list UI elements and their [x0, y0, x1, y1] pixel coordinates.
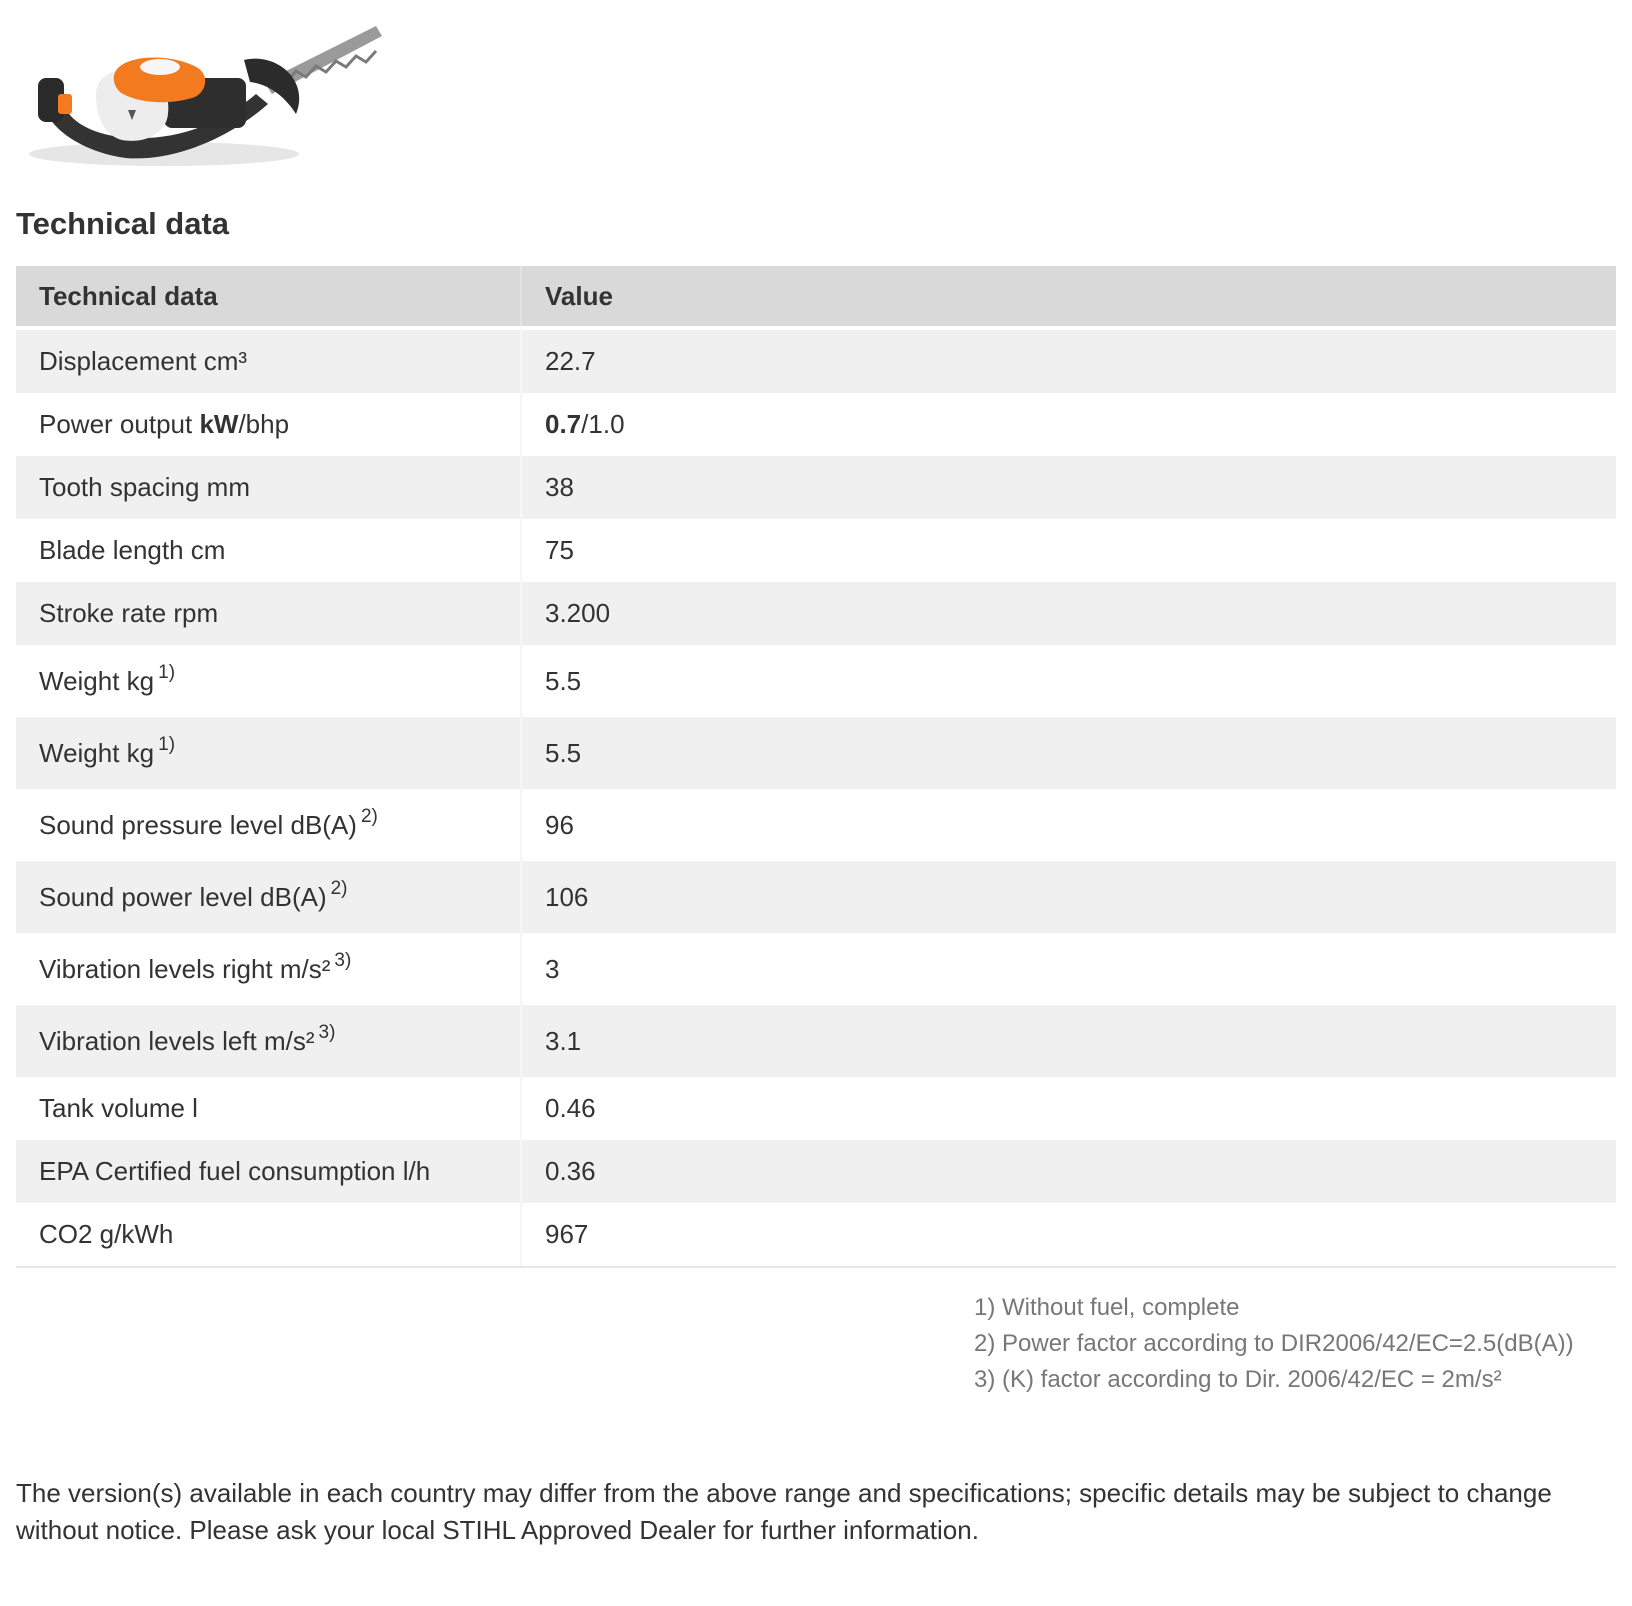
hedge-trimmer-product-image	[14, 12, 384, 172]
page-title: Technical data	[16, 206, 230, 241]
footnote-marker: 2)	[360, 805, 378, 827]
spec-label	[16, 1140, 521, 1203]
spec-value-text: 96	[545, 809, 574, 840]
table-row	[16, 861, 1616, 933]
table-row	[16, 328, 1616, 393]
table-header-row	[16, 266, 1616, 328]
spec-value-text: 22.7	[545, 346, 596, 376]
spec-value	[521, 393, 1616, 456]
spec-value-text: 0.46	[545, 1093, 596, 1123]
spec-label-text: Vibration levels left m/s²	[39, 1025, 315, 1056]
spec-label	[16, 717, 521, 789]
disclaimer-text: The version(s) available in each country may differ from the above range and specifications; specific details may be subject to change without notice. Please ask your local STIHL Approved Dealer for further information.	[16, 1478, 1552, 1545]
table-row	[16, 789, 1616, 861]
spec-label-text: Stroke rate rpm	[39, 598, 219, 628]
technical-data-table	[16, 266, 1616, 1268]
spec-label	[16, 789, 521, 861]
spec-value	[521, 861, 1616, 933]
footnote-marker: 3)	[334, 949, 352, 971]
table-row	[16, 519, 1616, 582]
spec-label-text: Sound pressure level dB(A)	[39, 809, 357, 840]
table-row	[16, 1140, 1616, 1203]
spec-label-text: Power output	[39, 409, 200, 439]
spec-value	[521, 1203, 1616, 1267]
footnote-3: 3) (K) factor according to Dir. 2006/42/EC = 2m/s²	[974, 1366, 1502, 1393]
spec-value-text: 3.1	[545, 1025, 582, 1056]
spec-label	[16, 328, 521, 393]
spec-label-text: Sound power level dB(A)	[39, 881, 327, 912]
spec-value	[521, 1140, 1616, 1203]
table-row	[16, 1077, 1616, 1140]
spec-label	[16, 582, 521, 645]
spec-label	[16, 645, 521, 717]
spec-label	[16, 1203, 521, 1267]
spec-label	[16, 1005, 521, 1077]
footnote-2: 2) Power factor according to DIR2006/42/EC=2.5(dB(A))	[974, 1330, 1574, 1357]
spec-value	[521, 933, 1616, 1005]
spec-value-text: 5.5	[545, 737, 582, 768]
spec-label	[16, 861, 521, 933]
footnote-1: 1) Without fuel, complete	[974, 1294, 1240, 1321]
spec-label-text: Weight kg	[39, 737, 155, 768]
spec-value	[521, 789, 1616, 861]
spec-label-text: Weight kg	[39, 665, 155, 696]
table-row	[16, 456, 1616, 519]
footnote-marker: 1)	[158, 733, 176, 755]
spec-value	[521, 1005, 1616, 1077]
spec-value-text: 38	[545, 472, 574, 502]
footnote-marker: 3)	[318, 1021, 336, 1043]
spec-label-text: Displacement cm³	[39, 346, 248, 376]
spec-value	[521, 1077, 1616, 1140]
spec-value-text: 3.200	[545, 598, 611, 628]
spec-value	[521, 582, 1616, 645]
spec-value-bold: 0.7	[545, 409, 582, 439]
table-row	[16, 1005, 1616, 1077]
spec-label	[16, 393, 521, 456]
table-row	[16, 933, 1616, 1005]
spec-value-text: 5.5	[545, 665, 582, 696]
spec-label-text: Tank volume l	[39, 1093, 198, 1123]
table-row	[16, 1203, 1616, 1267]
spec-value-text: 967	[545, 1219, 589, 1249]
spec-label	[16, 933, 521, 1005]
column-header-value: Value	[521, 266, 1616, 328]
spec-value-text: 0.36	[545, 1156, 596, 1186]
footnote-marker: 2)	[330, 877, 348, 899]
spec-label-text: CO2 g/kWh	[39, 1219, 174, 1249]
column-header-technical-data: Technical data	[16, 266, 521, 328]
spec-label-text: EPA Certified fuel consumption l/h	[39, 1156, 431, 1186]
spec-label-text: Blade length cm	[39, 535, 226, 565]
spec-value-suffix: /1.0	[581, 409, 625, 439]
spec-label-unit-bold: kW	[199, 409, 239, 439]
spec-label	[16, 1077, 521, 1140]
spec-value	[521, 328, 1616, 393]
spec-value	[521, 717, 1616, 789]
spec-label	[16, 519, 521, 582]
spec-value-text: 106	[545, 881, 589, 912]
table-row	[16, 393, 1616, 456]
table-row	[16, 645, 1616, 717]
footnotes	[974, 1290, 1574, 1398]
spec-value	[521, 456, 1616, 519]
spec-value	[521, 645, 1616, 717]
footnote-marker: 1)	[158, 661, 176, 683]
spec-value-text: 75	[545, 535, 574, 565]
spec-label-text: Vibration levels right m/s²	[39, 953, 331, 984]
spec-value	[521, 519, 1616, 582]
spec-label-text: Tooth spacing mm	[39, 472, 250, 502]
spec-value-text: 3	[545, 953, 560, 984]
spec-label	[16, 456, 521, 519]
spec-label-unit-suffix: /bhp	[238, 409, 290, 439]
table-row	[16, 582, 1616, 645]
table-row	[16, 717, 1616, 789]
